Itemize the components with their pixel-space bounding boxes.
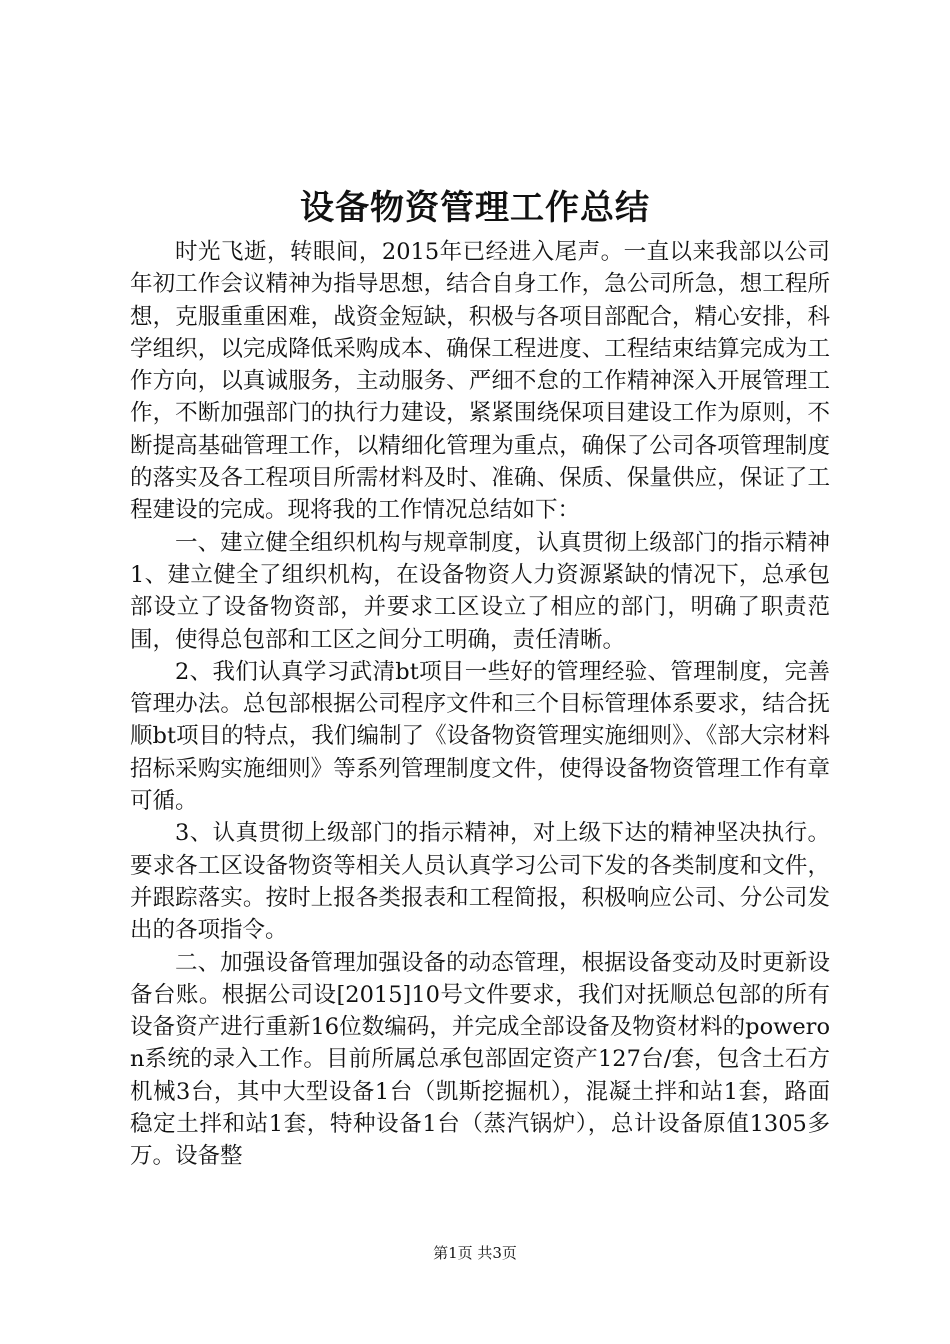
paragraph-section-1: 一、建立健全组织机构与规章制度，认真贯彻上级部门的指示精神1、建立健全了组织机构，在设备物资人力资源紧缺的情况下，总承包部设立了设备物资部，并要求工区设立了相应的部门，明确了职责范围，使得总包部和工区之间分工明确，责任清晰。 [130,529,830,653]
paragraph-item-3: 3、认真贯彻上级部门的指示精神，对上级下达的精神坚决执行。要求各工区设备物资等相关人员认真学习公司下发的各类制度和文件，并跟踪落实。按时上报各类报表和工程简报，积极响应公司、分公司发出的各项指令。 [130,820,830,944]
paragraph-intro: 时光飞逝，转眼间，2015年已经进入尾声。一直以来我部以公司年初工作会议精神为指导思想，结合自身工作，急公司所急，想工程所想，克服重重困难，战资金短缺，积极与各项目部配合，精心安排，科学组织，以完成降低采购成本、确保工程进度、工程结束结算完成为工作方向，以真诚服务，主动服务、严细不怠的工作精神深入开展管理工作，不断加强部门的执行力建设，紧紧围绕保项目建设工作为原则，不断提高基础管理工作，以精细化管理为重点，确保了公司各项管理制度的落实及各工程项目所需材料及时、准确、保质、保量供应，保证了工程建设的完成。现将我的工作情况总结如下： [130,239,830,524]
paragraph-item-2: 2、我们认真学习武清bt项目一些好的管理经验、管理制度，完善管理办法。总包部根据公司程序文件和三个目标管理体系要求，结合抚顺bt项目的特点，我们编制了《设备物资管理实施细则》、《部大宗材料招标采购实施细则》等系列管理制度文件，使得设备物资管理工作有章可循。 [130,658,830,815]
paragraph-section-2: 二、加强设备管理加强设备的动态管理，根据设备变动及时更新设备台账。根据公司设[2015]10号文件要求，我们对抚顺总包部的所有设备资产进行重新16位数编码，并完成全部设备及物资材料的poweron系统的录入工作。目前所属总承包部固定资产127台/套，包含土石方机械3台，其中大型设备1台（凯斯挖掘机），混凝土拌和站1套，路面稳定土拌和站1套，特种设备1台（蒸汽锅炉），总计设备原值1305多万。设备整 [130,949,830,1170]
document-title: 设备物资管理工作总结 [300,188,650,228]
page-footer: 第1页 共3页 [433,1244,517,1262]
document-body [130,236,830,1173]
